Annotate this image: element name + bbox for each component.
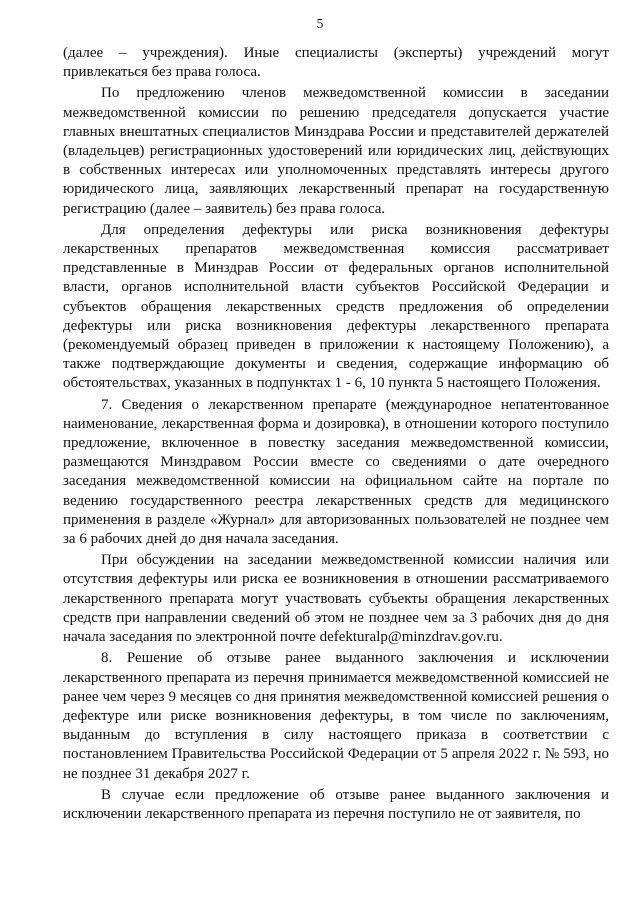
paragraph-item-8: 8. Решение об отзыве ранее выданного заключения и исключении лекарственного препарата из перечня принимается межведомственной комиссией не ранее чем через 9 месяцев со дня принятия межведомственной комиссией решения о дефектуре или риске возникновения дефектуры, в том числе по заключениям, выданным до вступления в силу настоящего приказа в соответствии с постановлением Правительства Российской Федерации от 5 апреля 2022 г. № 593, но не позднее 31 декабря 2027 г. (63, 650, 609, 782)
paragraph-discussion: При обсуждении на заседании межведомственной комиссии наличия или отсутствия дефектуры или риска ее возникновения в отношении рассматриваемого лекарственного препарата могут участвовать субъекты обращения лекарственных средств при направлении сведений об этом не позднее чем за 3 рабочих дня до дня начала заседания по электронной почте defekturalp@minzdrav.gov.ru. (63, 552, 609, 646)
page-number: 5 (316, 16, 324, 31)
paragraph-participation: По предложению членов межведомственной комиссии в заседании межведомственной комиссии по решению председателя допускается участие главных внештатных специалистов Минздрава России и представителей держателей (владельцев) регистрационных удостоверений или юридических лиц, действующих в собственных интересах или уполномоченных представлять интересы другого юридического лица, заявляющих лекарственный препарат на государственную регистрацию (далее – заявитель) без права голоса. (63, 85, 609, 217)
paragraph-withdrawal-case: В случае если предложение об отзыве ранее выданного заключения и исключении лекарственного препарата из перечня поступило не от заявителя, по (63, 786, 609, 822)
document-body (63, 44, 609, 826)
paragraph-item-7: 7. Сведения о лекарственном препарате (международное непатентованное наименование, лекарственная форма и дозировка), в отношении которого поступило предложение, включенное в повестку заседания межведомственной комиссии, размещаются Минздравом России вместе со сведениями о дате очередного заседания межведомственной комиссии на официальном сайте на портале по ведению государственного реестра лекарственных средств для медицинского применения в разделе «Журнал» для авторизованных пользователей не позднее чем за 6 рабочих дней до дня начала заседания. (63, 396, 609, 548)
paragraph-defect-determination: Для определения дефектуры или риска возникновения дефектуры лекарственных препаратов межведомственная комиссия рассматривает представленные в Минздрав России от федеральных органов исполнительной власти, органов исполнительной власти субъектов Российской Федерации и субъектов обращения лекарственных средств предложения об определении дефектуры или риска возникновения дефектуры лекарственного препарата (рекомендуемый образец приведен в приложении к настоящему Положению), а также подтверждающие документы и сведения, содержащие информацию об обстоятельствах, указанных в подпунктах 1 - 6, 10 пункта 5 настоящего Положения. (63, 221, 609, 392)
paragraph-continuation: (далее – учреждения). Иные специалисты (эксперты) учреждений могут привлекаться без права голоса. (63, 45, 609, 81)
